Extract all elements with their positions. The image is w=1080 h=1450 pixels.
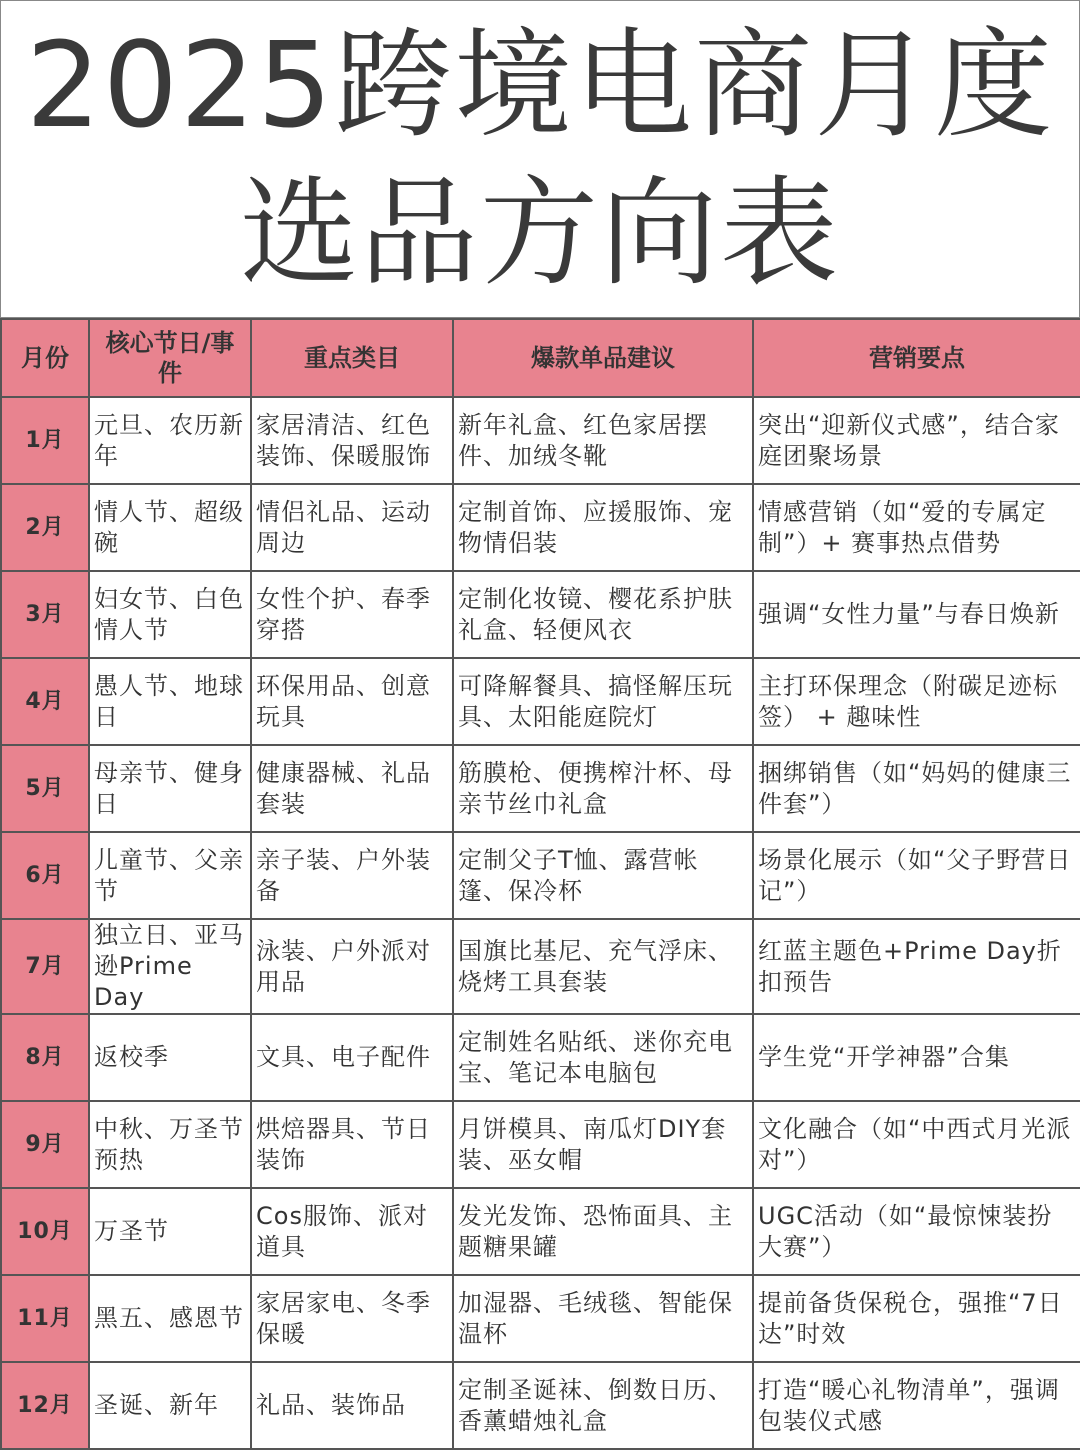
marketing-cell: 突出“迎新仪式感”，结合家庭团聚场景 — [753, 397, 1080, 484]
table-row — [1, 1014, 1080, 1101]
header-month: 月份 — [1, 319, 89, 397]
header-category: 重点类目 — [251, 319, 453, 397]
table-row — [1, 484, 1080, 571]
table-row — [1, 832, 1080, 919]
products-cell: 定制首饰、应援服饰、宠物情侣装 — [453, 484, 753, 571]
category-cell: 情侣礼品、运动周边 — [251, 484, 453, 571]
festival-cell: 儿童节、父亲节 — [89, 832, 251, 919]
festival-cell: 万圣节 — [89, 1188, 251, 1275]
header-marketing: 营销要点 — [753, 319, 1080, 397]
month-cell: 4月 — [1, 658, 89, 745]
month-cell: 2月 — [1, 484, 89, 571]
category-cell: 泳装、户外派对用品 — [251, 919, 453, 1014]
festival-cell: 元旦、农历新年 — [89, 397, 251, 484]
marketing-cell: 提前备货保税仓，强推“7日达”时效 — [753, 1275, 1080, 1362]
products-cell: 定制化妆镜、樱花系护肤礼盒、轻便风衣 — [453, 571, 753, 658]
table-row — [1, 571, 1080, 658]
products-cell: 定制父子T恤、露营帐篷、保冷杯 — [453, 832, 753, 919]
table-row — [1, 1188, 1080, 1275]
category-cell: 健康器械、礼品套装 — [251, 745, 453, 832]
selection-table — [0, 318, 1080, 1450]
month-cell: 6月 — [1, 832, 89, 919]
month-cell: 1月 — [1, 397, 89, 484]
table-row — [1, 919, 1080, 1014]
products-cell: 定制姓名贴纸、迷你充电宝、笔记本电脑包 — [453, 1014, 753, 1101]
products-cell: 定制圣诞袜、倒数日历、香薰蜡烛礼盒 — [453, 1362, 753, 1449]
products-cell: 新年礼盒、红色家居摆件、加绒冬靴 — [453, 397, 753, 484]
marketing-cell: 打造“暖心礼物清单”，强调包装仪式感 — [753, 1362, 1080, 1449]
category-cell: 女性个护、春季穿搭 — [251, 571, 453, 658]
products-cell: 发光发饰、恐怖面具、主题糖果罐 — [453, 1188, 753, 1275]
category-cell: 家居家电、冬季保暖 — [251, 1275, 453, 1362]
category-cell: 亲子装、户外装备 — [251, 832, 453, 919]
category-cell: 文具、电子配件 — [251, 1014, 453, 1101]
table-row — [1, 658, 1080, 745]
table-row — [1, 1275, 1080, 1362]
marketing-cell: 主打环保理念（附碳足迹标签） + 趣味性 — [753, 658, 1080, 745]
month-cell: 5月 — [1, 745, 89, 832]
category-cell: 烘焙器具、节日装饰 — [251, 1101, 453, 1188]
month-cell: 7月 — [1, 919, 89, 1014]
table-row — [1, 1101, 1080, 1188]
table-row — [1, 745, 1080, 832]
marketing-cell: 捆绑销售（如“妈妈的健康三件套”） — [753, 745, 1080, 832]
marketing-cell: 学生党“开学神器”合集 — [753, 1014, 1080, 1101]
category-cell: 环保用品、创意玩具 — [251, 658, 453, 745]
festival-cell: 中秋、万圣节预热 — [89, 1101, 251, 1188]
table-row — [1, 1362, 1080, 1449]
title-box — [0, 0, 1080, 318]
table-header-row — [1, 319, 1080, 397]
festival-cell: 妇女节、白色情人节 — [89, 571, 251, 658]
title-line-1: 2025跨境电商月度 — [25, 16, 1055, 154]
header-festival: 核心节日/事件 — [89, 319, 251, 397]
month-cell: 11月 — [1, 1275, 89, 1362]
table-row — [1, 397, 1080, 484]
festival-cell: 黑五、感恩节 — [89, 1275, 251, 1362]
festival-cell: 愚人节、地球日 — [89, 658, 251, 745]
month-cell: 10月 — [1, 1188, 89, 1275]
products-cell: 加湿器、毛绒毯、智能保温杯 — [453, 1275, 753, 1362]
title-line-2: 选品方向表 — [239, 164, 840, 302]
marketing-cell: 红蓝主题色+Prime Day折扣预告 — [753, 919, 1080, 1014]
festival-cell: 独立日、亚马逊Prime Day — [89, 919, 251, 1014]
month-cell: 9月 — [1, 1101, 89, 1188]
festival-cell: 圣诞、新年 — [89, 1362, 251, 1449]
month-cell: 12月 — [1, 1362, 89, 1449]
marketing-cell: 强调“女性力量”与春日焕新 — [753, 571, 1080, 658]
products-cell: 月饼模具、南瓜灯DIY套装、巫女帽 — [453, 1101, 753, 1188]
festival-cell: 母亲节、健身日 — [89, 745, 251, 832]
category-cell: 家居清洁、红色装饰、保暖服饰 — [251, 397, 453, 484]
month-cell: 8月 — [1, 1014, 89, 1101]
festival-cell: 返校季 — [89, 1014, 251, 1101]
marketing-cell: 场景化展示（如“父子野营日记”） — [753, 832, 1080, 919]
products-cell: 筋膜枪、便携榨汁杯、母亲节丝巾礼盒 — [453, 745, 753, 832]
category-cell: 礼品、装饰品 — [251, 1362, 453, 1449]
header-products: 爆款单品建议 — [453, 319, 753, 397]
marketing-cell: 文化融合（如“中西式月光派对”） — [753, 1101, 1080, 1188]
marketing-cell: 情感营销（如“爱的专属定制”）+ 赛事热点借势 — [753, 484, 1080, 571]
category-cell: Cos服饰、派对道具 — [251, 1188, 453, 1275]
products-cell: 国旗比基尼、充气浮床、烧烤工具套装 — [453, 919, 753, 1014]
festival-cell: 情人节、超级碗 — [89, 484, 251, 571]
marketing-cell: UGC活动（如“最惊悚装扮大赛”） — [753, 1188, 1080, 1275]
month-cell: 3月 — [1, 571, 89, 658]
products-cell: 可降解餐具、搞怪解压玩具、太阳能庭院灯 — [453, 658, 753, 745]
